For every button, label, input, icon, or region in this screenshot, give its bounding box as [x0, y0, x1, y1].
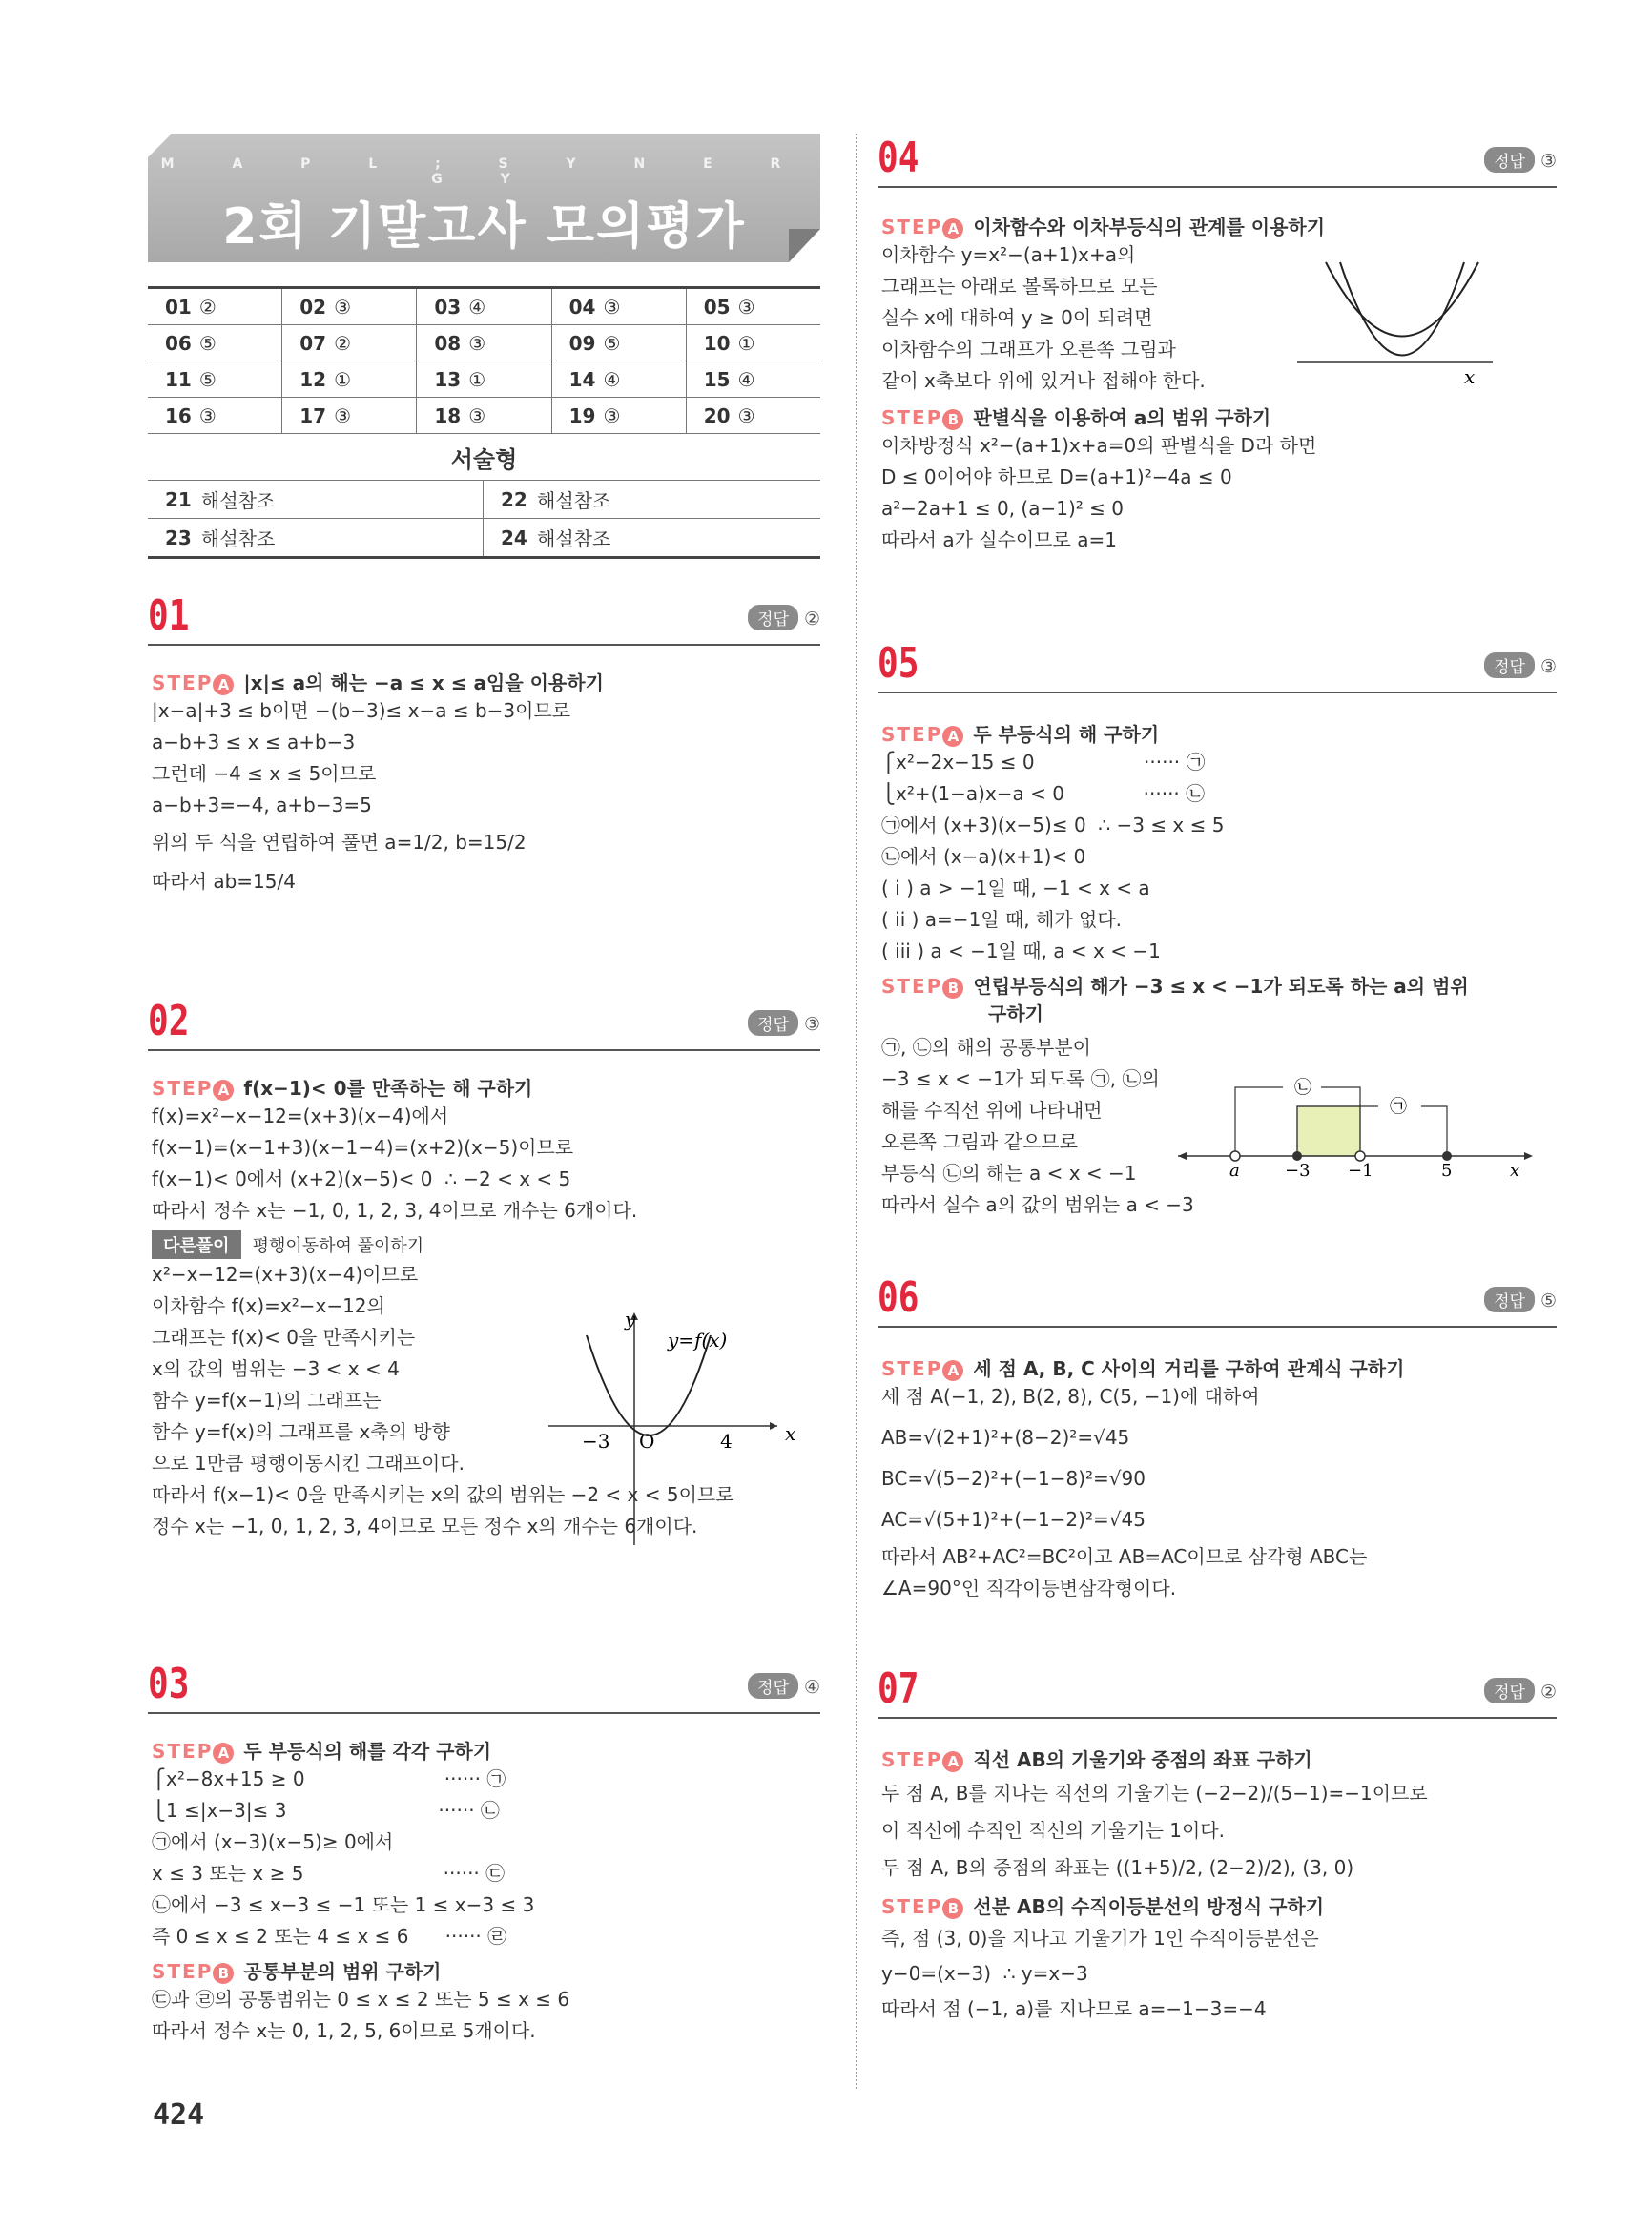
essay-number: 22 — [484, 481, 537, 519]
essay-value: 해설참조 — [536, 519, 820, 558]
answer-value: ③ — [468, 325, 551, 361]
solution-line: |x−a|+3 ≤ b이면 −(b−3)≤ x−a ≤ b−3이므로 — [152, 699, 571, 722]
alt-line: 따라서 f(x−1)< 0을 만족시키는 x의 값의 범위는 −2 < x < 5이므로 — [152, 1483, 734, 1506]
solution-line: ⎧x²−2x−15 ≤ 0 ······ ㉠ — [881, 751, 1206, 774]
solution-line: ( i ) a > −1일 때, −1 < x < a — [881, 877, 1150, 899]
answer-value: ① — [334, 361, 417, 398]
solution-line: −3 ≤ x < −1가 되도록 ㉠, ㉡의 — [881, 1067, 1160, 1090]
alt-line: 함수 y=f(x−1)의 그래프는 — [152, 1389, 382, 1412]
solution-line: 해를 수직선 위에 나타내면 — [881, 1099, 1103, 1122]
essay-value: 해설참조 — [200, 481, 484, 519]
answer-row — [148, 288, 820, 325]
svg-text:㉠: ㉠ — [1390, 1097, 1407, 1117]
curve-label: y=f(x) — [668, 1329, 728, 1352]
svg-text:a: a — [1229, 1161, 1240, 1178]
solution-line: ㉠에서 (x+3)(x−5)≤ 0 ∴ −3 ≤ x ≤ 5 — [881, 814, 1225, 836]
step-a-heading: STEP A f(x−1)< 0를 만족하는 해 구하기 — [152, 1077, 533, 1100]
answer-number: 19 — [551, 398, 603, 434]
answer-value: ③ — [738, 398, 820, 434]
problem-06 — [878, 1273, 1557, 1600]
step-b-heading: STEP B 선분 AB의 수직이등분선의 방정식 구하기 — [881, 1895, 1325, 1918]
svg-text:−3: −3 — [1285, 1161, 1311, 1178]
problem-07 — [878, 1664, 1557, 2020]
alt-solution-heading: 다른풀이 평행이동하여 풀이하기 — [152, 1230, 819, 1259]
solution-line: a−b+3 ≤ x ≤ a+b−3 — [152, 731, 356, 754]
solution-line: ㉡에서 (x−a)(x+1)< 0 — [881, 845, 1086, 868]
answer-number: 16 — [148, 398, 199, 434]
step-b-heading: STEP B 공통부분의 범위 구하기 — [152, 1960, 442, 1983]
solution-line: ㉠, ㉡의 해의 공통부분이 — [881, 1036, 1091, 1059]
solution-line: 그런데 −4 ≤ x ≤ 5이므로 — [152, 762, 377, 785]
alt-line: 그래프는 f(x)< 0을 만족시키는 — [152, 1326, 416, 1349]
answer-number: 01 — [148, 288, 199, 325]
answer-value: ③ — [334, 398, 417, 434]
solution-line: 이 직선에 수직인 직선의 기울기는 1이다. — [881, 1819, 1225, 1842]
answer-number: 14 — [551, 361, 603, 398]
answer-value: ③ — [468, 398, 551, 434]
alt-line: 이차함수 f(x)=x²−x−12의 — [152, 1294, 385, 1317]
solution-line: 두 점 A, B를 지나는 직선의 기울기는 (−2−2)/(5−1)=−1이므로 — [881, 1782, 1428, 1805]
answer-number: 08 — [417, 325, 468, 361]
answer-badge: 정답 ③ — [1484, 147, 1557, 173]
solution-line: 그래프는 아래로 볼록하므로 모든 — [881, 275, 1158, 298]
brand-label: M A P L ; S Y N E R G Y — [160, 156, 808, 187]
answer-number: 11 — [148, 361, 199, 398]
page-title: 2회 기말고사 모의평가 — [222, 198, 746, 256]
answer-value: ④ — [603, 361, 686, 398]
problem-number: 03 — [148, 1660, 190, 1708]
exam-banner — [148, 134, 820, 262]
answer-number: 04 — [551, 288, 603, 325]
solution-line: AC=√(5+1)²+(−1−2)²=√45 — [881, 1508, 1146, 1531]
answer-badge: 정답 ④ — [748, 1673, 820, 1699]
alt-line: 으로 1만큼 평행이동시킨 그래프이다. — [152, 1452, 465, 1475]
step-b-heading: STEP B 판별식을 이용하여 a의 범위 구하기 — [881, 406, 1271, 429]
svg-text:x: x — [1464, 365, 1476, 388]
answer-value: ③ — [334, 288, 417, 325]
answer-number: 03 — [417, 288, 468, 325]
solution-line: 부등식 ㉡의 해는 a < x < −1 — [881, 1162, 1137, 1185]
essay-table — [148, 480, 820, 559]
essay-value: 해설참조 — [536, 481, 820, 519]
answer-value: ③ — [738, 288, 820, 325]
column-divider — [856, 134, 857, 2089]
solution-line: ㉠에서 (x−3)(x−5)≥ 0에서 — [152, 1830, 394, 1853]
answer-value: ② — [199, 288, 282, 325]
answer-row — [148, 361, 820, 398]
solution-line: y−0=(x−3) ∴ y=x−3 — [881, 1962, 1088, 1985]
solution-line: 따라서 ab=15/4 — [152, 870, 296, 893]
solution-line: a²−2a+1 ≤ 0, (a−1)² ≤ 0 — [881, 497, 1124, 520]
parabola-graph — [548, 1307, 820, 1555]
solution-line: 따라서 점 (−1, a)를 지나므로 a=−1−3=−4 — [881, 1997, 1267, 2020]
essay-number: 24 — [484, 519, 537, 558]
solution-line: BC=√(5−2)²+(−1−8)²=√90 — [881, 1467, 1146, 1490]
answer-value: ④ — [738, 361, 820, 398]
alt-line: x의 값의 범위는 −3 < x < 4 — [152, 1357, 400, 1380]
alt-line: x²−x−12=(x+3)(x−4)이므로 — [152, 1263, 419, 1286]
answer-number: 10 — [686, 325, 737, 361]
answer-number: 09 — [551, 325, 603, 361]
y-axis-label: y — [625, 1308, 636, 1331]
step-a-heading: STEP A 직선 AB의 기울기와 중점의 좌표 구하기 — [881, 1748, 1312, 1771]
answer-number: 02 — [282, 288, 334, 325]
essay-number: 23 — [148, 519, 200, 558]
solution-line: ㉡에서 −3 ≤ x−3 ≤ −1 또는 1 ≤ x−3 ≤ 3 — [152, 1893, 535, 1916]
answer-value: ② — [334, 325, 417, 361]
essay-value: 해설참조 — [200, 519, 484, 558]
essay-number: 21 — [148, 481, 200, 519]
step-b-heading-cont: 구하기 — [988, 1002, 1043, 1025]
number-line — [1178, 1063, 1550, 1178]
essay-row — [148, 519, 820, 558]
page-number: 424 — [153, 2098, 205, 2132]
solution-line: ⎩1 ≤|x−3|≤ 3 ······ ㉡ — [152, 1799, 500, 1822]
problem-number: 04 — [878, 134, 919, 182]
svg-text:㉡: ㉡ — [1294, 1078, 1311, 1098]
solution-line: 같이 x축보다 위에 있거나 접해야 한다. — [881, 369, 1206, 392]
solution-line: ∠A=90°인 직각이등변삼각형이다. — [881, 1577, 1177, 1600]
answer-row — [148, 325, 820, 361]
answer-row — [148, 398, 820, 434]
answer-number: 06 — [148, 325, 199, 361]
essay-heading: 서술형 — [450, 446, 518, 473]
problem-number: 05 — [878, 639, 919, 688]
solution-line: 세 점 A(−1, 2), B(2, 8), C(5, −1)에 대하여 — [881, 1385, 1260, 1408]
root-label: −3 — [582, 1430, 610, 1453]
solution-line: 실수 x에 대하여 y ≥ 0이 되려면 — [881, 306, 1153, 329]
step-a-heading: STEP A 두 부등식의 해를 각각 구하기 — [152, 1740, 492, 1763]
answer-badge: 정답 ⑤ — [1484, 1287, 1557, 1312]
step-a-heading: STEP A |x|≤ a의 해는 −a ≤ x ≤ a임을 이용하기 — [152, 671, 604, 694]
solution-line: 따라서 a가 실수이므로 a=1 — [881, 528, 1117, 551]
step-a-heading: STEP A 이차함수와 이차부등식의 관계를 이용하기 — [881, 216, 1326, 238]
answer-value: ③ — [199, 398, 282, 434]
solution-line: 이차방정식 x²−(a+1)x+a=0의 판별식을 D라 하면 — [881, 434, 1317, 457]
answer-number: 12 — [282, 361, 334, 398]
answer-number: 15 — [686, 361, 737, 398]
problem-number: 06 — [878, 1273, 919, 1322]
answer-value: ③ — [603, 288, 686, 325]
solution-line: 따라서 정수 x는 −1, 0, 1, 2, 3, 4이므로 개수는 6개이다. — [152, 1199, 638, 1222]
step-b-heading: STEP B 연립부등식의 해가 −3 ≤ x < −1가 되도록 하는 a의 범위 — [881, 975, 1469, 998]
solution-line: ㉢과 ㉣의 공통범위는 0 ≤ x ≤ 2 또는 5 ≤ x ≤ 6 — [152, 1988, 570, 2011]
origin-label: O — [639, 1430, 655, 1453]
solution-line: 따라서 정수 x는 0, 1, 2, 5, 6이므로 5개이다. — [152, 2019, 536, 2042]
answer-badge: 정답 ② — [748, 605, 820, 630]
answer-badge: 정답 ② — [1484, 1678, 1557, 1703]
solution-line: ⎩x²+(1−a)x−a < 0 ······ ㉡ — [881, 782, 1206, 805]
solution-line: 즉, 점 (3, 0)을 지나고 기울기가 1인 수직이등분선은 — [881, 1927, 1319, 1950]
answer-value: ③ — [603, 398, 686, 434]
answer-badge: 정답 ③ — [1484, 652, 1557, 678]
answer-table — [148, 286, 820, 434]
answer-value: ⑤ — [199, 325, 282, 361]
answer-badge: 정답 ③ — [748, 1010, 820, 1036]
solution-line: ( ii ) a=−1일 때, 해가 없다. — [881, 908, 1122, 931]
alt-line: 함수 y=f(x)의 그래프를 x축의 방향 — [152, 1420, 450, 1443]
solution-line: f(x−1)=(x−1+3)(x−1−4)=(x+2)(x−5)이므로 — [152, 1136, 574, 1159]
answer-value: ① — [738, 325, 820, 361]
svg-text:−1: −1 — [1348, 1161, 1373, 1178]
solution-line: 이차함수 y=x²−(a+1)x+a의 — [881, 243, 1136, 266]
solution-line: a−b+3=−4, a+b−3=5 — [152, 794, 372, 816]
answer-value: ⑤ — [199, 361, 282, 398]
solution-line: D ≤ 0이어야 하므로 D=(a+1)²−4a ≤ 0 — [881, 465, 1232, 488]
solution-line: 두 점 A, B의 중점의 좌표는 ((1+5)/2, (2−2)/2), (3, 0) — [881, 1856, 1354, 1879]
problem-number: 01 — [148, 591, 190, 640]
svg-text:5: 5 — [1441, 1161, 1453, 1178]
answer-number: 18 — [417, 398, 468, 434]
step-a-heading: STEP A 세 점 A, B, C 사이의 거리를 구하여 관계식 구하기 — [881, 1357, 1405, 1380]
problem-number: 07 — [878, 1664, 919, 1713]
solution-line: 따라서 실수 a의 값의 범위는 a < −3 — [881, 1193, 1194, 1216]
solution-line: f(x)=x²−x−12=(x+3)(x−4)에서 — [152, 1105, 449, 1127]
solution-line: 즉 0 ≤ x ≤ 2 또는 4 ≤ x ≤ 6 ······ ㉣ — [152, 1925, 507, 1948]
answer-number: 17 — [282, 398, 334, 434]
x-axis-label: x — [785, 1422, 796, 1445]
problem-01 — [148, 591, 820, 893]
problem-03 — [148, 1660, 820, 2042]
solution-line: ( iii ) a < −1일 때, a < x < −1 — [881, 939, 1161, 962]
root-label: 4 — [720, 1430, 733, 1453]
solution-line: x ≤ 3 또는 x ≥ 5 ······ ㉢ — [152, 1862, 506, 1885]
problem-05 — [878, 639, 1557, 1216]
solution-line: 오른쪽 그림과 같으므로 — [881, 1130, 1078, 1153]
answer-number: 13 — [417, 361, 468, 398]
solution-line: 이차함수의 그래프가 오른쪽 그림과 — [881, 338, 1176, 361]
step-a-heading: STEP A 두 부등식의 해 구하기 — [881, 723, 1160, 746]
problem-04 — [878, 134, 1557, 551]
answer-value: ⑤ — [603, 325, 686, 361]
answer-number: 05 — [686, 288, 737, 325]
solution-line: ⎧x²−8x+15 ≥ 0 ······ ㉠ — [152, 1767, 506, 1790]
solution-line: AB=√(2+1)²+(8−2)²=√45 — [881, 1426, 1130, 1449]
upward-parabolas-graph — [1297, 258, 1536, 391]
solution-line: 따라서 AB²+AC²=BC²이고 AB=AC이므로 삼각형 ABC는 — [881, 1545, 1368, 1568]
solution-line: 위의 두 식을 연립하여 풀면 a=1/2, b=15/2 — [152, 831, 527, 854]
answer-number: 07 — [282, 325, 334, 361]
essay-row — [148, 481, 820, 519]
solution-line: f(x−1)< 0에서 (x+2)(x−5)< 0 ∴ −2 < x < 5 — [152, 1167, 571, 1190]
alt-line: 정수 x는 −1, 0, 1, 2, 3, 4이므로 모든 정수 x의 개수는 6개이다. — [152, 1515, 698, 1538]
answer-number: 20 — [686, 398, 737, 434]
svg-text:x: x — [1510, 1161, 1520, 1178]
answer-value: ① — [468, 361, 551, 398]
problem-number: 02 — [148, 997, 190, 1045]
problem-02 — [148, 997, 820, 1538]
answer-value: ④ — [468, 288, 551, 325]
